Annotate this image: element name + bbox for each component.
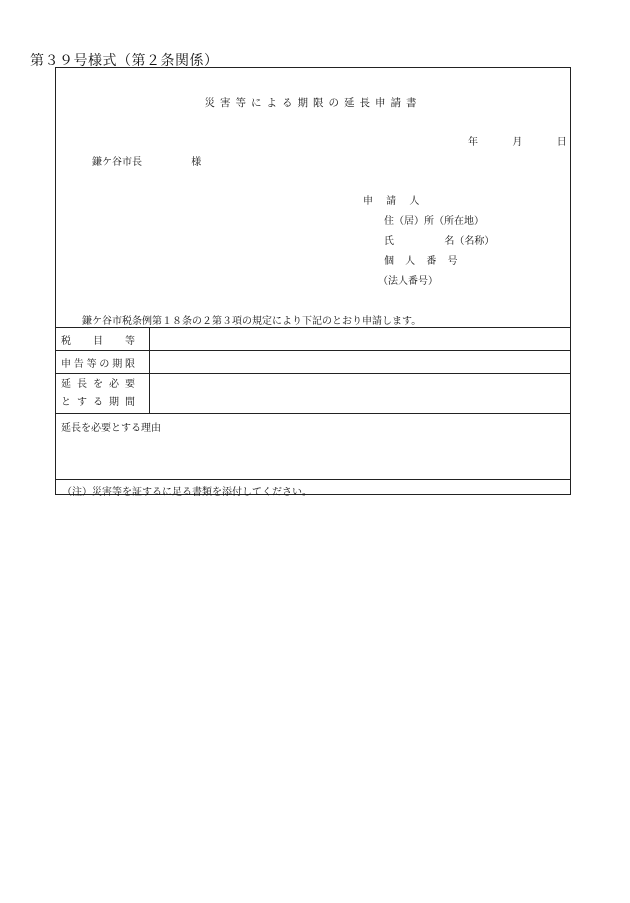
applicant-name-label xyxy=(384,232,494,247)
applicant-heading: 申 請 人 xyxy=(363,196,425,207)
date-year: 年 xyxy=(468,137,478,148)
name-label-a: 氏 xyxy=(384,236,394,247)
statement: 鎌ケ谷市税条例第１８条の２第３項の規定により下記のとおり申請します。 xyxy=(82,316,422,327)
addressee xyxy=(92,153,201,168)
applicant-address-label: 住（居）所（所在地） xyxy=(384,216,484,227)
form-number: 第３９号様式（第２条関係） xyxy=(30,53,219,69)
deadline-label: 申 告 等 の 期 限 xyxy=(56,351,150,374)
application-form xyxy=(55,67,571,498)
row-note xyxy=(56,480,570,501)
extension-period-label: 延 長 を 必 要 と す る 期 間 xyxy=(56,374,150,414)
date-day: 日 xyxy=(556,137,567,148)
date-line xyxy=(468,133,567,148)
addressee-honorific: 様 xyxy=(191,157,202,168)
reason-label: 延長を必要とする理由 xyxy=(61,423,161,434)
tax-item-value[interactable] xyxy=(150,328,571,351)
detail-table xyxy=(56,327,570,500)
tax-item-label: 税 目 等 xyxy=(56,328,150,351)
date-month: 月 xyxy=(512,137,523,148)
row-deadline xyxy=(56,351,570,374)
deadline-value[interactable] xyxy=(150,351,571,374)
name-label-b: 名（名称） xyxy=(444,236,495,247)
note-cell xyxy=(56,480,570,501)
addressee-name: 鎌ケ谷市長 xyxy=(92,157,142,168)
row-reason xyxy=(56,414,570,480)
reason-cell[interactable] xyxy=(56,414,570,480)
row-extension-period xyxy=(56,374,570,414)
applicant-corporate-number-label: （法人番号） xyxy=(378,276,438,287)
applicant-personal-number-label: 個 人 番 号 xyxy=(384,256,462,267)
extension-period-value[interactable] xyxy=(150,374,571,414)
form-title: 災害等による期限の延長申請書 xyxy=(204,97,422,109)
row-tax-item xyxy=(56,328,570,351)
note-text: （注）災害等を証するに足る書類を添付してください。 xyxy=(62,486,312,498)
